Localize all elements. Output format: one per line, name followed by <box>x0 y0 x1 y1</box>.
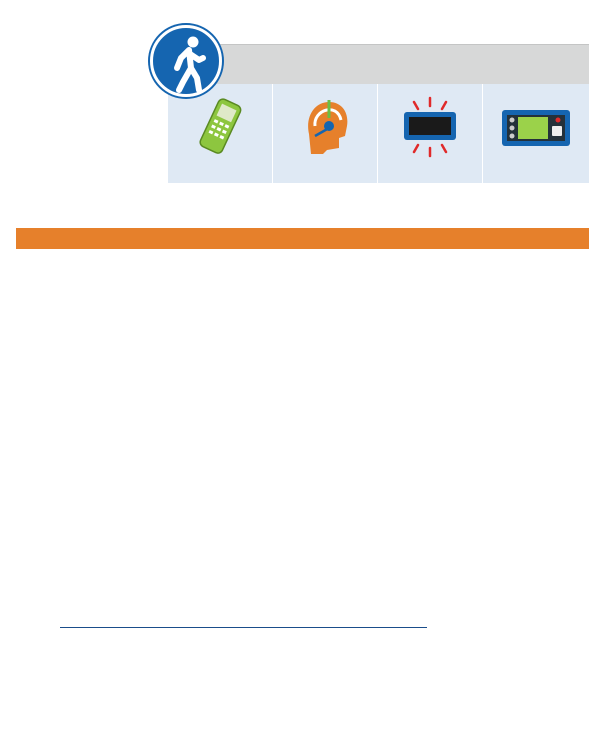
title-bar <box>188 44 589 84</box>
column-header-lights <box>378 84 482 183</box>
walking-person-icon <box>150 25 222 97</box>
column-header-voice <box>273 84 377 183</box>
pick-light-display-icon <box>390 96 470 158</box>
pick-display-icon <box>496 96 576 158</box>
legend-divider <box>60 627 427 628</box>
headset-icon <box>285 96 365 158</box>
section-header-application <box>16 228 589 249</box>
handheld-scanner-icon <box>180 96 260 158</box>
column-header-display <box>483 84 589 183</box>
